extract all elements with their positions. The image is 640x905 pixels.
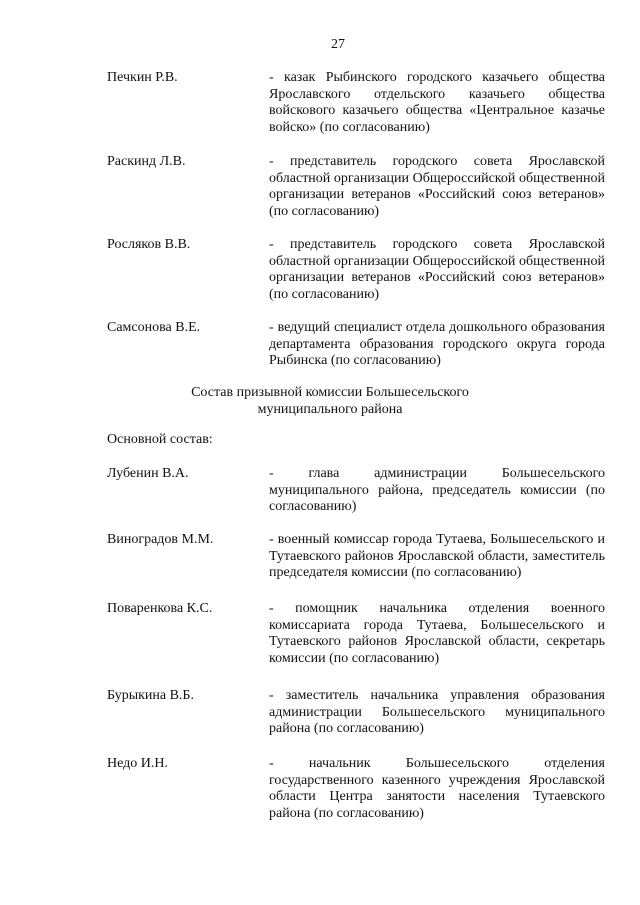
member-name: Самсонова В.Е. [107,320,201,335]
member-name: Виноградов М.М. [107,532,214,547]
member-name: Печкин Р.В. [107,70,178,85]
member-role: - военный комиссар города Тутаева, Большесельского и Тутаевского районов Ярославской области, заместитель председателя комиссии (по согласованию) [269,532,605,581]
member-role: - заместитель начальника управления образования администрации Большесельского муниципального района (по согласованию) [269,688,605,737]
member-role: - глава администрации Большесельского муниципального района, председатель комиссии (по согласованию) [269,466,605,515]
page-number: 27 [331,37,345,52]
subsection-label: Основной состав: [107,432,213,447]
member-role: - ведущий специалист отдела дошкольного образования департамента образования городского округа города Рыбинска (по согласованию) [269,320,605,369]
member-name: Раскинд Л.В. [107,154,186,169]
member-role: - представитель городского совета Ярославской областной организации Общероссийской общественной организации ветеранов «Российский союз ветеранов» (по согласованию) [269,154,605,219]
section-title-line2: муниципального района [257,401,403,417]
member-role: - представитель городского совета Ярославской областной организации Общероссийской общественной организации ветеранов «Российский союз ветеранов» (по согласованию) [269,237,605,302]
member-name: Бурыкина В.Б. [107,688,194,703]
section-title-line1: Состав призывной комиссии Большесельского [191,385,469,400]
member-role: - казак Рыбинского городского казачьего общества Ярославского отдельского казачьего общества войскового казачьего общества «Центральное казачье войско» (по согласованию) [269,70,605,135]
member-name: Поваренкова К.С. [107,601,213,616]
member-name: Лубенин В.А. [107,466,189,481]
member-name: Росляков В.В. [107,237,191,252]
member-name: Недо И.Н. [107,756,168,771]
member-role: - помощник начальника отделения военного комиссариата города Тутаева, Большесельского и Тутаевского районов Ярославской области, секретарь комиссии (по согласованию) [269,601,605,666]
member-role: - начальник Большесельского отделения государственного казенного учреждения Ярославской области Центра занятости населения Тутаевского района (по согласованию) [269,756,605,821]
section-title [180,385,480,418]
